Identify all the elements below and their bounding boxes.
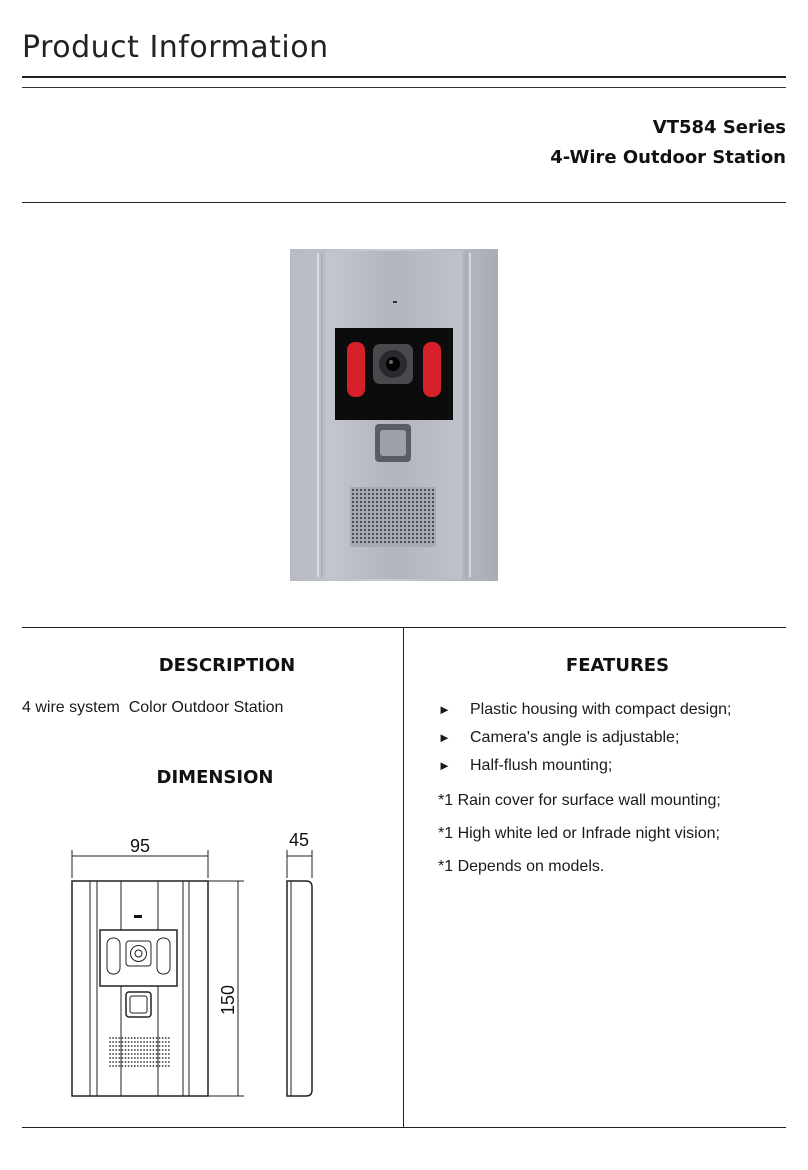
dimension-drawing — [60, 820, 360, 1110]
description-heading: DESCRIPTION — [158, 655, 296, 676]
description-text: 4 wire system Color Outdoor Station — [22, 699, 284, 716]
page-title: Product Information — [22, 30, 329, 65]
bullet-arrow-icon: ► — [438, 730, 451, 745]
features-list — [438, 700, 731, 784]
feature-text: Camera's angle is adjustable; — [470, 729, 680, 746]
note-item: *1 Rain cover for surface wall mounting; — [438, 792, 721, 809]
column-divider — [403, 628, 404, 1128]
series-name: VT584 Series — [652, 117, 786, 138]
feature-item — [438, 728, 731, 756]
feature-text: Plastic housing with compact design; — [470, 701, 732, 718]
series-block — [550, 113, 786, 173]
header-rule-thin — [22, 87, 786, 88]
feature-item — [438, 756, 731, 784]
feature-item — [438, 700, 731, 728]
bullet-arrow-icon: ► — [438, 702, 451, 717]
product-name: 4-Wire Outdoor Station — [550, 147, 786, 168]
feature-notes — [438, 791, 721, 890]
width-label: 95 — [129, 836, 151, 856]
product-photo — [290, 249, 498, 581]
bottom-rule — [22, 1127, 786, 1128]
columns-top-rule — [22, 627, 786, 628]
features-heading: FEATURES — [565, 655, 670, 676]
dimension-heading: DIMENSION — [156, 767, 274, 788]
depth-label: 45 — [288, 830, 310, 850]
note-item: *1 Depends on models. — [438, 858, 605, 875]
section-rule — [22, 202, 786, 203]
note-item: *1 High white led or Infrade night vision; — [438, 825, 720, 842]
bullet-arrow-icon: ► — [438, 758, 451, 773]
feature-text: Half-flush mounting; — [470, 757, 613, 774]
height-label: 150 — [218, 984, 238, 1016]
header-rule-thick — [22, 76, 786, 78]
